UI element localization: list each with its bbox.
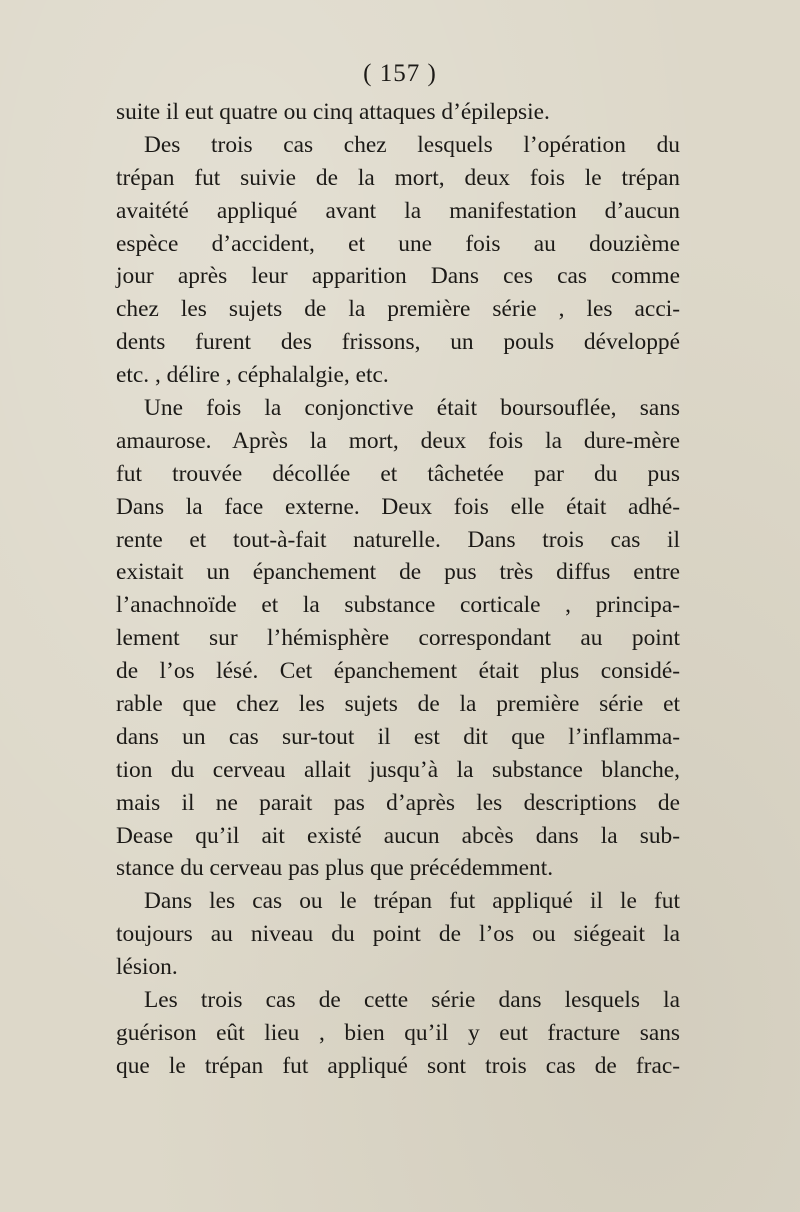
text-line: suite il eut quatre ou cinq attaques d’épilepsie. bbox=[116, 99, 550, 125]
text-line: lement sur l’hémisphère correspondant au point bbox=[116, 625, 680, 652]
page-number: ( 157 ) bbox=[363, 60, 437, 87]
text-line: tion du cerveau allait jusqu’à la substance blanche, bbox=[116, 756, 680, 783]
text-line: etc. , délire , céphalalgie, etc. bbox=[116, 362, 389, 389]
text-line: lésion. bbox=[116, 954, 178, 981]
text-line: l’anachnoïde et la substance corticale , principa- bbox=[116, 592, 680, 619]
text-line: Dans les cas ou le trépan fut appliqué il le fut bbox=[144, 888, 680, 915]
text-line: rente et tout-à-fait naturelle. Dans trois cas il bbox=[116, 526, 680, 553]
text-line: chez les sujets de la première série , les acci- bbox=[116, 296, 680, 323]
text-line: Dease qu’il ait existé aucun abcès dans la sub- bbox=[116, 822, 680, 849]
text-line: Dans la face externe. Deux fois elle était adhé- bbox=[116, 493, 680, 520]
text-line: mais il ne parait pas d’après les descriptions de bbox=[116, 789, 680, 816]
text-line: espèce d’accident, et une fois au douzième bbox=[116, 230, 680, 257]
text-line: dents furent des frissons, un pouls développé bbox=[116, 329, 680, 356]
text-line: toujours au niveau du point de l’os ou siégeait la bbox=[116, 921, 680, 948]
text-line: Les trois cas de cette série dans lesquels la bbox=[144, 987, 680, 1014]
text-line: que le trépan fut appliqué sont trois cas de frac- bbox=[116, 1052, 680, 1079]
text-line: Une fois la conjonctive était boursouflée, sans bbox=[144, 395, 680, 422]
text-line: guérison eût lieu , bien qu’il y eut fracture sans bbox=[116, 1019, 680, 1046]
text-line: trépan fut suivie de la mort, deux fois le trépan bbox=[116, 164, 680, 191]
text-line: fut trouvée décollée et tâchetée par du pus bbox=[116, 460, 680, 487]
text-line: dans un cas sur-tout il est dit que l’inflamma- bbox=[116, 723, 680, 750]
text-line: amaurose. Après la mort, deux fois la dure-mère bbox=[116, 427, 680, 454]
text-line: jour après leur apparition Dans ces cas comme bbox=[116, 263, 680, 290]
text-line: de l’os lésé. Cet épanchement était plus considé- bbox=[116, 658, 680, 685]
text-line: avaitété appliqué avant la manifestation d’aucun bbox=[116, 197, 680, 224]
body-text bbox=[116, 96, 680, 1083]
text-line: stance du cerveau pas plus que précédemment. bbox=[116, 855, 554, 882]
text-line: Des trois cas chez lesquels l’opération du bbox=[144, 131, 680, 158]
text-line: rable que chez les sujets de la première série et bbox=[116, 691, 680, 718]
text-line: existait un épanchement de pus très diffus entre bbox=[116, 559, 680, 586]
